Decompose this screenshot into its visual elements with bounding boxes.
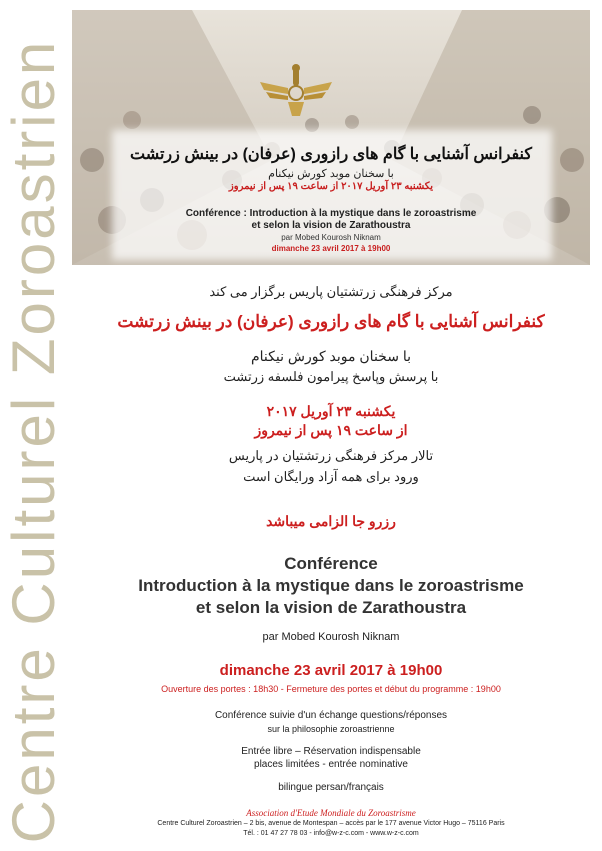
french-followed-line2: sur la philosophie zoroastrienne [267, 724, 395, 734]
french-doors: Ouverture des portes : 18h30 - Fermeture des portes et début du programme : 19h00 [161, 684, 501, 694]
hero-persian-date: یکشنبه ۲۳ آوریل ۲۰۱۷ از ساعت ۱۹ پس از نیمروز [228, 181, 434, 192]
persian-entry: ورود برای همه آزاد ورایگان است [243, 469, 419, 484]
footer-address: Centre Culturel Zoroastrien – 2 bis, avenue de Montespan – accès par le 177 avenue Victor Hugo – 75116 Paris [157, 820, 505, 827]
persian-title: کنفرانس آشنایی با گام های رازوری (عرفان) در بینش زرتشت [117, 312, 545, 331]
persian-date: یکشنبه ۲۳ آوریل ۲۰۱۷ [266, 403, 396, 419]
french-title-line1: Introduction à la mystique dans le zoroastrisme [138, 576, 524, 595]
footer-association: Association d'Etude Mondiale du Zoroastrisme [246, 808, 416, 818]
footer-contact: Tél. : 01 47 27 78 03 - info@w-z-c.com - www.w-z-c.com [243, 830, 419, 837]
french-bilingual: bilingue persan/français [278, 782, 384, 793]
french-date: dimanche 23 avril 2017 à 19h00 [219, 662, 443, 679]
hero-persian-title: کنفرانس آشنایی با گام های رازوری (عرفان) در بینش زرتشت [129, 146, 532, 163]
french-followed-line1: Conférence suivie d'un échange questions/réponses [214, 710, 448, 721]
persian-reservation: رزرو جا الزامی میباشد [266, 513, 396, 529]
persian-organizer: مرکز فرهنگی زرتشتیان پاریس برگزار می کند [209, 284, 453, 299]
hero-banner [72, 10, 590, 265]
hero-persian-speaker: با سخنان موبد کورش نیکنام [268, 168, 394, 180]
persian-venue: تالار مرکز فرهنگی زرتشتیان در پاریس [228, 448, 434, 463]
french-heading: Conférence [284, 554, 378, 573]
french-speaker: par Mobed Kourosh Niknam [262, 631, 400, 643]
faravahar-icon [258, 60, 334, 118]
hero-text [72, 10, 590, 265]
side-title: Centre Culturel Zoroastrien [0, 38, 67, 844]
hero-french-title-2: et selon la vision de Zarathoustra [251, 220, 411, 231]
french-entry: Entrée libre – Réservation indispensable [241, 746, 421, 757]
persian-time: از ساعت ۱۹ پس از نیمروز [254, 422, 408, 438]
hero-french-speaker: par Mobed Kourosh Niknam [281, 233, 381, 242]
french-title-line2: et selon la vision de Zarathoustra [195, 598, 467, 617]
french-places: places limitées - entrée nominative [254, 759, 408, 770]
persian-speaker: با سخنان موبد کورش نیکنام [251, 348, 411, 364]
hero-french-date: dimanche 23 avril 2017 à 19h00 [271, 244, 391, 253]
persian-qa: با پرسش وپاسخ پیرامون فلسفه زرتشت [223, 369, 439, 384]
hero-french-title-1: Conférence : Introduction à la mystique dans le zoroastrisme [185, 208, 477, 219]
